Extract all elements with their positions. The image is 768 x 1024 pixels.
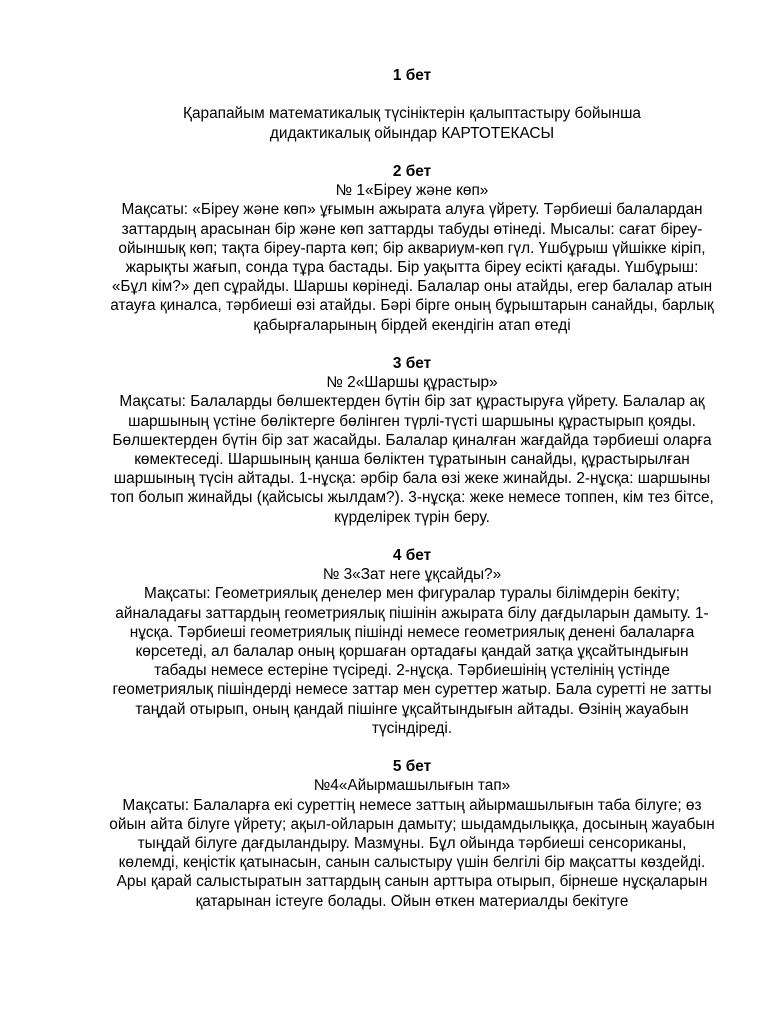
game-description: Мақсаты: Балаларға екі суреттің немесе заттың айырмашылығын таба білуге; өз ойын айта білуге үйрету; ақыл-ойларын дамыту; шыдамдылыққа, досының жауабын тыңдай білуге дағдыландыру. Мазмұны. Бұл ойында тәрбиеші сенсориканы, көлемді, кеңістік қатынасын, санын салыстыру үшін белгілі бір мақсатты көздейді. Ары қарай салыстыратын заттардың санын арттыра отырып, бірнеше нұсқаларын қатарынан істеуге болады. Ойын өткен материалды бекітуге <box>109 796 715 910</box>
document-title-line-2: дидактикалық ойындар КАРТОТЕКАСЫ <box>269 124 555 142</box>
section-game-2 <box>108 354 716 527</box>
page-label: 2 бет <box>392 162 432 180</box>
game-title: № 1«Біреу және көп» <box>335 182 489 200</box>
section-game-4 <box>108 757 716 911</box>
document-page <box>108 66 716 911</box>
game-description: Мақсаты: Геометриялық денелер мен фигуралар туралы білімдерін бекіту; айналадағы заттардың геометриялық пішінін ажырата білу дағдыларын дамыту. 1-нұсқа. Тәрбиеші геометриялық пішінді немесе геометриялық денені балаларға көрсетеді, ал балалар оның қоршаған ортадағы қандай затқа ұқсайтындығын табады немесе естеріне түсіреді. 2-нұсқа. Тәрбиешінің үстелінің үстінде геометриялық пішіндерді немесе заттар мен суреттер жатыр. Бала суретті не затты таңдай отырып, оның қандай пішінге ұқсайтындығын айтады. Өзінің жауабын түсіндіреді. <box>112 585 712 737</box>
section-game-1 <box>108 162 716 335</box>
game-description: Мақсаты: Балаларды бөлшектерден бүтін бір зат құрастыруға үйрету. Балалар ақ шаршының үстіне бөліктерге бөлінген түрлі-түсті шаршыны құрастырып қояды. Бөлшектерден бүтін бір зат жасайды. Балалар қиналған жағдайда тәрбиеші оларға көмектеседі. Шаршының қанша бөліктен тұратынын санайды, құрастырылған шаршының түсін айтады. 1-нұсқа: әрбір бала өзі жеке жинайды. 2-нұсқа: шаршыны топ болып жинайды (қайсысы жылдам?). 3-нұсқа: жеке немесе топпен, кім тез бітсе, күрделірек түрін беру. <box>110 393 714 526</box>
title-block <box>108 66 716 143</box>
section-game-3 <box>108 546 716 738</box>
game-title: № 2«Шаршы құрастыр» <box>326 374 498 392</box>
game-title: №4«Айырмашылығын тап» <box>313 777 511 795</box>
page-label: 5 бет <box>392 758 432 776</box>
page-label: 1 бет <box>392 67 432 84</box>
page-label: 4 бет <box>392 547 432 565</box>
document-title-line-1: Қарапайым математикалық түсініктерін қалыптастыру бойынша <box>182 105 641 123</box>
game-title: № 3«Зат неге ұқсайды?» <box>322 566 502 584</box>
page-label: 3 бет <box>392 355 432 372</box>
game-description: Мақсаты: «Біреу және көп» ұғымын ажырата алуға үйрету. Тәрбиеші балалардан заттардың арасынан бір және көп заттарды табуды өтінеді. Мысалы: сағат біреу-ойыншық көп; тақта біреу-парта көп; бір аквариум-көп гүл. Үшбұрыш үйшікке кіріп, жарықты жағып, сонда тұра бастады. Бір уақытта біреу есікті қағады. Үшбұрыш: «Бұл кім?» деп сұрайды. Шаршы көрінеді. Балалар оны атайды, егер балалар атын атауға қиналса, тәрбиеші өзі атайды. Бәрі бірге оның бұрыштарын санайды, барлық қабырғаларының бірдей екендігін атап өтеді <box>110 201 714 334</box>
